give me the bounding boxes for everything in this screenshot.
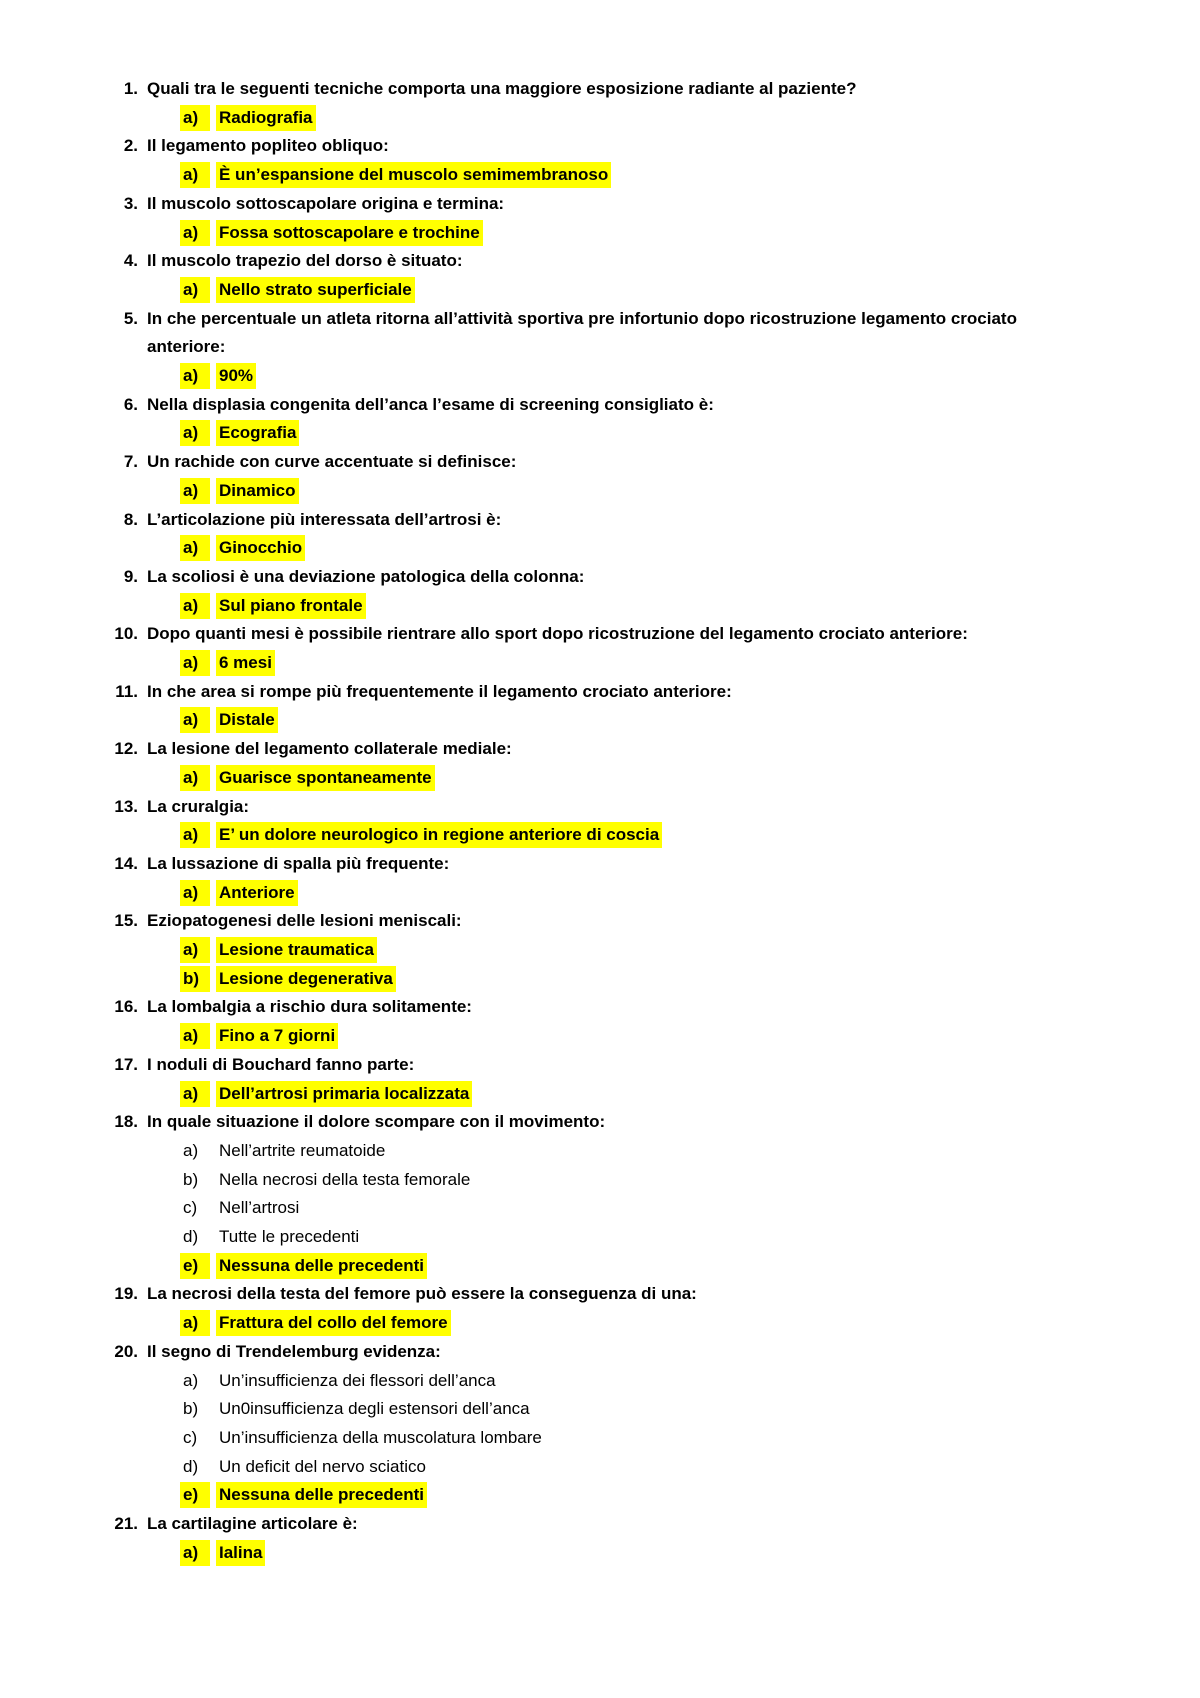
question-line (0, 191, 1200, 217)
question-line (0, 621, 1200, 647)
answer-option-highlighted (0, 707, 1200, 733)
question-line (0, 851, 1200, 877)
option-text: Fossa sottoscapolare e trochine (216, 220, 483, 246)
answer-option-highlighted (0, 593, 1200, 619)
question-line (0, 1052, 1200, 1078)
question-number: 6. (123, 394, 138, 414)
option-text: Un’insufficienza della muscolatura lombare (219, 1427, 542, 1447)
option-marker: e) (180, 1482, 210, 1508)
answer-option (0, 1167, 1200, 1193)
option-text: 6 mesi (216, 650, 275, 676)
question-text: Eziopatogenesi delle lesioni meniscali: (147, 911, 462, 931)
option-marker: a) (180, 937, 210, 963)
option-marker: a) (180, 650, 210, 676)
question-number: 4. (123, 251, 138, 271)
option-marker: d) (183, 1456, 199, 1476)
question-text: Il muscolo sottoscapolare origina e termina: (147, 193, 505, 213)
option-text: È un’espansione del muscolo semimembranoso (216, 162, 611, 188)
answer-option-highlighted (0, 937, 1200, 963)
question-text: In che area si rompe più frequentemente il legamento crociato anteriore: (147, 681, 732, 701)
option-marker: a) (180, 277, 210, 303)
option-text: Un0insufficienza degli estensori dell’anca (219, 1399, 530, 1419)
question-text: Dopo quanti mesi è possibile rientrare allo sport dopo ricostruzione del legamento crociato anteriore: (147, 624, 968, 644)
option-marker: a) (183, 1370, 199, 1390)
option-marker: a) (180, 707, 210, 733)
question-number: 20. (114, 1341, 138, 1361)
question-line (0, 564, 1200, 590)
option-text: Nell’artrosi (219, 1198, 300, 1218)
answer-option-highlighted (0, 220, 1200, 246)
answer-option-highlighted (0, 277, 1200, 303)
question-line (0, 392, 1200, 418)
question-number: 21. (114, 1514, 138, 1533)
question-number: 5. (123, 308, 138, 328)
question-text: La scoliosi è una deviazione patologica della colonna: (147, 566, 585, 586)
question-line (0, 507, 1200, 533)
answer-option-highlighted (0, 105, 1200, 131)
option-marker: a) (180, 1023, 210, 1049)
question-number: 16. (114, 997, 138, 1017)
answer-option-highlighted (0, 880, 1200, 906)
question-text: Il legamento popliteo obliquo: (147, 136, 389, 156)
option-marker: b) (180, 966, 210, 992)
option-marker: c) (183, 1427, 198, 1447)
option-marker: b) (183, 1399, 199, 1419)
question-text: In che percentuale un atleta ritorna all’attività sportiva pre infortunio dopo ricostruzione legamento crociato (147, 308, 1017, 328)
question-text: La cartilagine articolare è: (147, 1514, 358, 1533)
question-line (0, 248, 1200, 274)
answer-option (0, 1425, 1200, 1451)
answer-option (0, 1396, 1200, 1422)
question-number: 1. (123, 79, 138, 98)
option-text: Nessuna delle precedenti (216, 1253, 427, 1279)
question-line (0, 1339, 1200, 1365)
question-text: La cruralgia: (147, 796, 250, 816)
answer-option-highlighted (0, 1081, 1200, 1107)
question-text: Il muscolo trapezio del dorso è situato: (147, 251, 463, 271)
option-marker: a) (180, 478, 210, 504)
question-number: 17. (114, 1054, 138, 1074)
option-marker: a) (183, 1140, 199, 1160)
option-marker: a) (180, 593, 210, 619)
option-text: Anteriore (216, 880, 298, 906)
option-text: Nessuna delle precedenti (216, 1482, 427, 1508)
question-text: La lussazione di spalla più frequente: (147, 853, 450, 873)
option-text: Dell’artrosi primaria localizzata (216, 1081, 472, 1107)
option-marker: a) (180, 363, 210, 389)
option-marker: a) (180, 220, 210, 246)
question-line (0, 994, 1200, 1020)
question-number: 10. (114, 624, 138, 644)
option-text: Ialina (216, 1540, 265, 1566)
question-line (0, 76, 1200, 102)
answer-option (0, 1224, 1200, 1250)
option-text: Un deficit del nervo sciatico (219, 1456, 426, 1476)
question-number: 3. (123, 193, 138, 213)
option-marker: a) (180, 162, 210, 188)
option-marker: b) (183, 1169, 199, 1189)
option-marker: a) (180, 535, 210, 561)
option-text: Ecografia (216, 420, 299, 446)
option-marker: a) (180, 105, 210, 131)
option-text: E’ un dolore neurologico in regione anteriore di coscia (216, 822, 662, 848)
question-line (0, 334, 1200, 360)
option-text: Un’insufficienza dei flessori dell’anca (219, 1370, 496, 1390)
answer-option-highlighted (0, 162, 1200, 188)
question-number: 18. (114, 1112, 138, 1132)
question-number: 11. (115, 681, 138, 701)
option-text: Nello strato superficiale (216, 277, 415, 303)
question-line (0, 736, 1200, 762)
question-line (0, 679, 1200, 705)
answer-option (0, 1195, 1200, 1221)
option-marker: a) (180, 1310, 210, 1336)
option-text: Lesione traumatica (216, 937, 377, 963)
option-marker: a) (180, 1081, 210, 1107)
question-text: anteriore: (147, 337, 226, 357)
question-number: 15. (114, 911, 138, 931)
option-text: Sul piano frontale (216, 593, 366, 619)
answer-option-highlighted (0, 822, 1200, 848)
question-line (0, 1281, 1200, 1307)
question-line (0, 1511, 1200, 1537)
option-marker: a) (180, 1540, 210, 1566)
option-text: Nell’artrite reumatoide (219, 1140, 386, 1160)
question-line (0, 449, 1200, 475)
question-line (0, 908, 1200, 934)
question-number: 14. (114, 853, 138, 873)
question-line (0, 133, 1200, 159)
option-text: Guarisce spontaneamente (216, 765, 435, 791)
question-text: La lesione del legamento collaterale mediale: (147, 739, 512, 759)
answer-option-highlighted (0, 765, 1200, 791)
answer-option-highlighted (0, 1253, 1200, 1279)
question-line (0, 794, 1200, 820)
option-text: Ginocchio (216, 535, 305, 561)
question-number: 2. (123, 136, 138, 156)
answer-option (0, 1454, 1200, 1480)
answer-option-highlighted (0, 363, 1200, 389)
option-text: Radiografia (216, 105, 316, 131)
question-text: Il segno di Trendelemburg evidenza: (147, 1341, 441, 1361)
option-text: 90% (216, 363, 256, 389)
option-text: Distale (216, 707, 278, 733)
question-number: 7. (123, 452, 138, 472)
answer-option-highlighted (0, 966, 1200, 992)
option-text: Tutte le precedenti (219, 1227, 360, 1246)
answer-option (0, 1368, 1200, 1394)
question-text: Nella displasia congenita dell’anca l’esame di screening consigliato è: (147, 394, 714, 414)
question-text: In quale situazione il dolore scompare con il movimento: (147, 1112, 606, 1132)
answer-option-highlighted (0, 1482, 1200, 1508)
question-number: 12. (114, 739, 138, 759)
answer-option-highlighted (0, 1540, 1200, 1566)
question-text: La lombalgia a rischio dura solitamente: (147, 997, 472, 1017)
answer-option-highlighted (0, 535, 1200, 561)
option-marker: e) (180, 1253, 210, 1279)
answer-option-highlighted (0, 420, 1200, 446)
question-text: Quali tra le seguenti tecniche comporta una maggiore esposizione radiante al paziente? (147, 79, 857, 98)
answer-option (0, 1138, 1200, 1164)
question-number: 8. (123, 509, 138, 529)
answer-option-highlighted (0, 650, 1200, 676)
question-line (0, 1109, 1200, 1135)
option-text: Lesione degenerativa (216, 966, 396, 992)
question-number: 9. (123, 566, 138, 586)
option-marker: a) (180, 880, 210, 906)
question-line (0, 306, 1200, 332)
question-text: I noduli di Bouchard fanno parte: (147, 1054, 415, 1074)
option-text: Fino a 7 giorni (216, 1023, 338, 1049)
option-text: Frattura del collo del femore (216, 1310, 451, 1336)
question-text: L’articolazione più interessata dell’artrosi è: (147, 509, 502, 529)
option-marker: a) (180, 420, 210, 446)
question-text: La necrosi della testa del femore può essere la conseguenza di una: (147, 1284, 697, 1304)
answer-option-highlighted (0, 478, 1200, 504)
option-marker: c) (183, 1198, 198, 1218)
option-text: Nella necrosi della testa femorale (219, 1169, 471, 1189)
answer-option-highlighted (0, 1023, 1200, 1049)
option-marker: a) (180, 822, 210, 848)
option-text: Dinamico (216, 478, 299, 504)
option-marker: a) (180, 765, 210, 791)
question-number: 19. (114, 1284, 138, 1304)
option-marker: d) (183, 1227, 199, 1246)
answer-option-highlighted (0, 1310, 1200, 1336)
question-number: 13. (114, 796, 138, 816)
question-text: Un rachide con curve accentuate si definisce: (147, 452, 517, 472)
